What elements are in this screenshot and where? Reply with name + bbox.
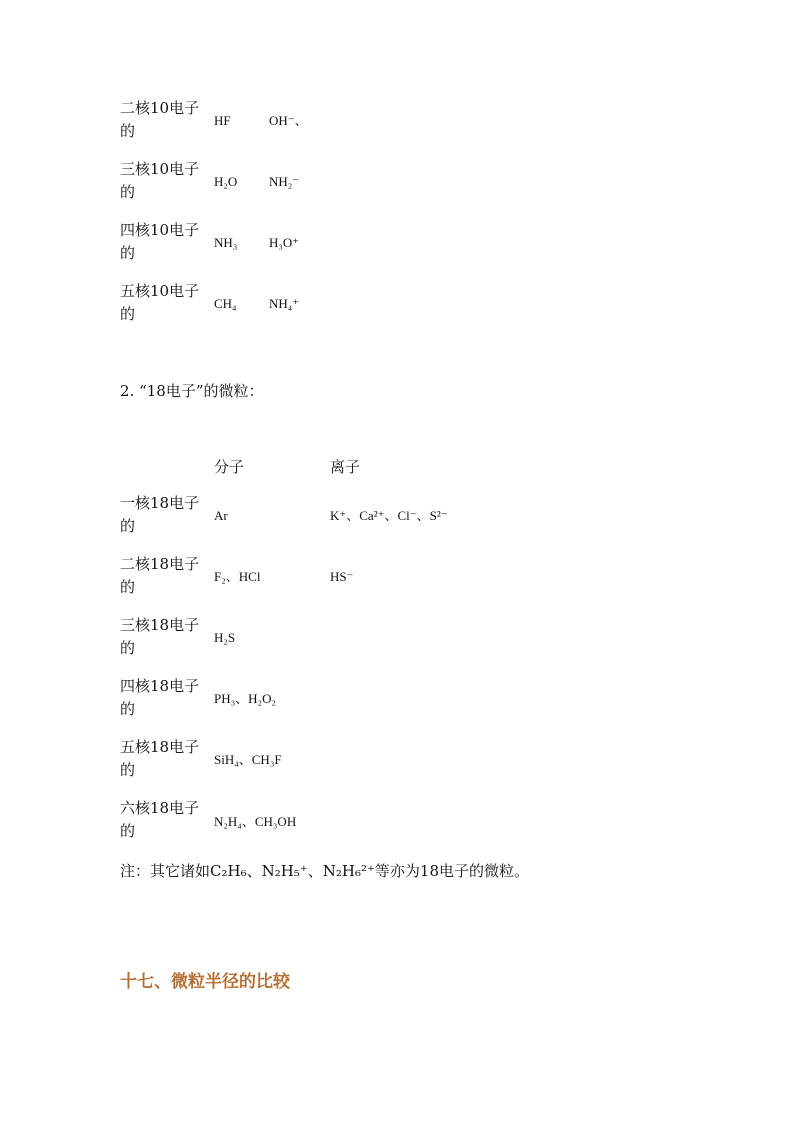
row-label: 六核18电子的 — [120, 799, 200, 840]
molecule-cell: F₂、HCl — [214, 569, 261, 584]
row-label: 四核18电子的 — [120, 677, 200, 718]
molecule-cell: CH₄ — [214, 296, 237, 311]
ion-cell: HS⁻ — [330, 569, 354, 584]
molecule-cell: SiH₄、CH₃F — [214, 752, 282, 767]
molecule-cell: HF — [214, 113, 231, 128]
section-heading: 十七、微粒半径的比较 — [120, 972, 290, 992]
row-label: 四核10电子的 — [120, 221, 200, 262]
molecule-cell: Ar — [214, 508, 228, 523]
ion-cell: K⁺、Ca²⁺、Cl⁻、S²⁻ — [330, 508, 448, 523]
col-header-ion: 离子 — [330, 458, 361, 476]
molecule-cell: PH₃、H₂O₂ — [214, 691, 276, 706]
row-label: 五核10电子的 — [120, 282, 200, 323]
col-header-molecule: 分子 — [214, 458, 245, 476]
section2-title: 2. “18电子”的微粒： — [120, 382, 264, 400]
ion-cell: NH₄⁺ — [269, 296, 300, 311]
molecule-cell: H₂O — [214, 174, 238, 189]
molecule-cell: N₂H₄、CH₃OH — [214, 814, 297, 829]
note-text: 注：其它诸如C₂H₆、N₂H₅⁺、N₂H₆²⁺等亦为18电子的微粒。 — [120, 862, 529, 880]
ion-cell: H₃O⁺ — [269, 235, 300, 250]
molecule-cell: NH₃ — [214, 235, 238, 250]
ion-cell: OH⁻、 — [269, 113, 308, 128]
molecule-cell: H₂S — [214, 630, 236, 645]
row-label: 五核18电子的 — [120, 738, 200, 779]
row-label: 二核18电子的 — [120, 555, 200, 596]
row-label: 三核18电子的 — [120, 616, 200, 657]
ion-cell: NH₂⁻ — [269, 174, 300, 189]
row-label: 三核10电子的 — [120, 160, 200, 201]
row-label: 二核10电子的 — [120, 99, 200, 140]
row-label: 一核18电子的 — [120, 494, 200, 535]
